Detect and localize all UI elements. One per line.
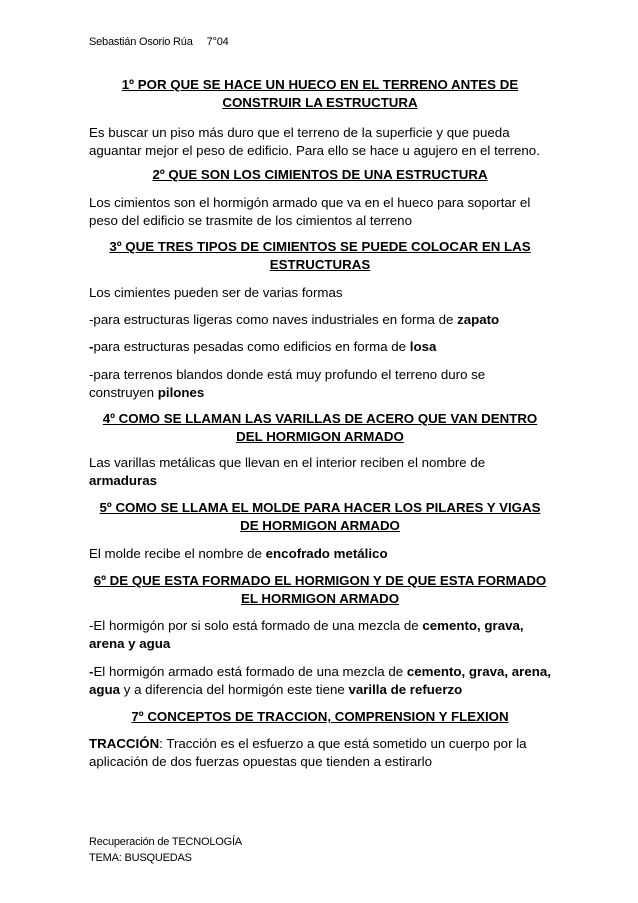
paragraph-7: TRACCIÓN: Tracción es el esfuerzo a que está sometido un cuerpo por la aplicación de dos fuerzas opuestas que tienden a estirarlo: [89, 736, 527, 769]
heading-7: 7º CONCEPTOS DE TRACCION, COMPRENSION Y FLEXION: [131, 709, 509, 724]
paragraph-3-intro: Los cimientes pueden ser de varias formas: [89, 285, 343, 300]
keyword-encofrado: encofrado metálico: [265, 546, 388, 561]
keyword-varilla: varilla de refuerzo: [348, 682, 463, 697]
paragraph-6b: -El hormigón armado está formado de una mezcla de cemento, grava, arena, agua y a diferencia del hormigón este tiene varilla de refuerzo: [89, 664, 551, 697]
heading-4: 4º COMO SE LLAMAN LAS VARILLAS DE ACERO QUE VAN DENTRO DEL HORMIGON ARMADO: [102, 411, 538, 444]
heading-2: 2º QUE SON LOS CIMIENTOS DE UNA ESTRUCTURA: [152, 167, 488, 182]
keyword-armaduras: armaduras: [89, 473, 157, 488]
keyword-hormigon-mix: cemento, grava, arena y agua: [89, 618, 524, 651]
heading-5: 5º COMO SE LLAMA EL MOLDE PARA HACER LOS PILARES Y VIGAS DE HORMIGON ARMADO: [99, 500, 541, 533]
footer-topic: TEMA: BUSQUEDAS: [89, 852, 192, 864]
paragraph-1: Es buscar un piso más duro que el terreno de la superficie y que pueda aguantar mejor el peso de edificio. Para ello se hace u agujero en el terreno.: [89, 125, 540, 158]
paragraph-2: Los cimientos son el hormigón armado que va en el hueco para soportar el peso del edificio se trasmite de los cimientos al terreno: [89, 195, 531, 228]
keyword-armado-mix: cemento, grava, arena, agua: [89, 664, 551, 697]
paragraph-5: El molde recibe el nombre de encofrado metálico: [89, 546, 388, 561]
keyword-losa: losa: [409, 339, 437, 354]
keyword-zapato: zapato: [457, 312, 500, 327]
page-footer: [89, 834, 242, 866]
list-item-pilones: -para terrenos blandos donde está muy profundo el terreno duro se construyen pilones: [89, 367, 486, 400]
list-item-losa: -para estructuras pesadas como edificios en forma de losa: [89, 339, 437, 354]
footer-subject: Recuperación de TECNOLOGÍA: [89, 836, 242, 848]
paragraph-4: Las varillas metálicas que llevan en el interior reciben el nombre de armaduras: [89, 455, 486, 488]
header-grade: 7°04: [206, 36, 229, 48]
page-header: [89, 36, 229, 48]
paragraph-6a: -El hormigón por si solo está formado de una mezcla de cemento, grava, arena y agua: [89, 618, 524, 651]
header-author: Sebastián Osorio Rúa: [89, 36, 193, 48]
list-item-zapato: -para estructuras ligeras como naves industriales en forma de zapato: [89, 312, 500, 327]
heading-3: 3º QUE TRES TIPOS DE CIMIENTOS SE PUEDE COLOCAR EN LAS ESTRUCTURAS: [109, 239, 531, 272]
keyword-pilones: pilones: [157, 385, 205, 400]
heading-6: 6º DE QUE ESTA FORMADO EL HORMIGON Y DE QUE ESTA FORMADO EL HORMIGON ARMADO: [93, 573, 547, 606]
heading-1: 1º POR QUE SE HACE UN HUECO EN EL TERRENO ANTES DE CONSTRUIR LA ESTRUCTURA: [121, 77, 519, 110]
term-traccion: TRACCIÓN: [89, 736, 160, 751]
